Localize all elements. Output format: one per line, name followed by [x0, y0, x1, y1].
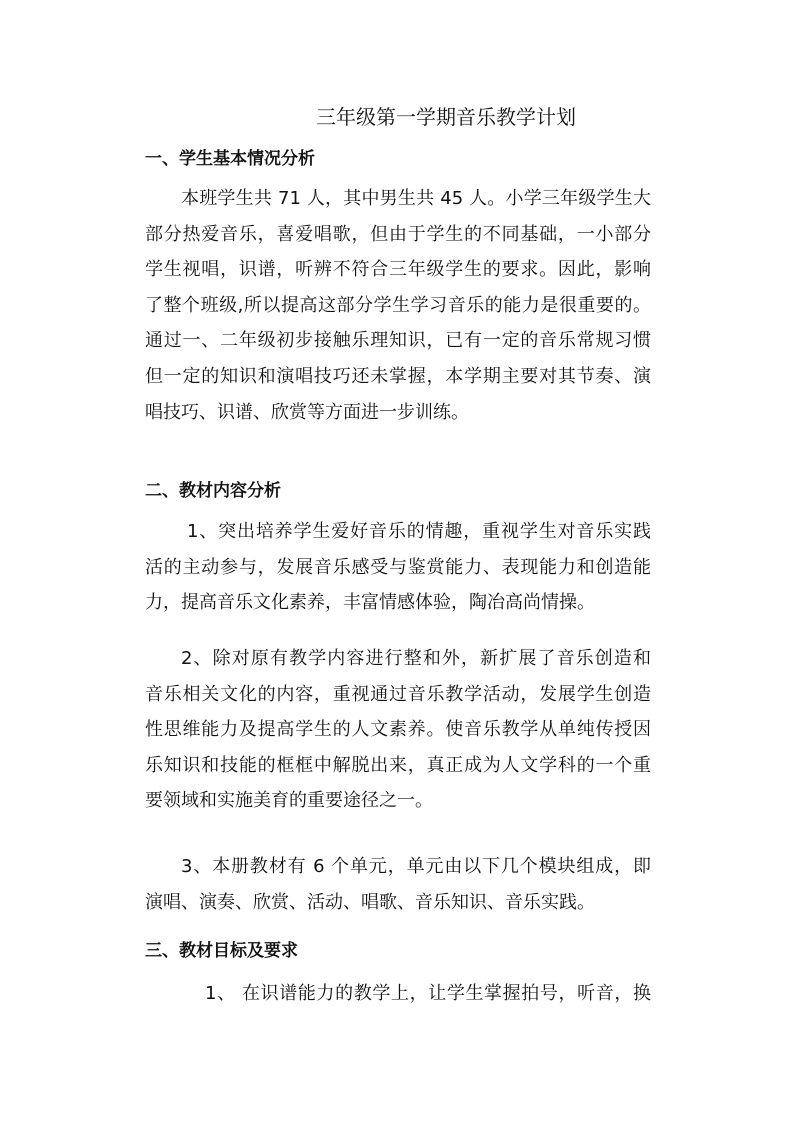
paragraph-line: 了整个班级,所以提高这部分学生学习音乐的能力是很重要的。 [145, 294, 651, 316]
paragraph-line: 力，提高音乐文化素养，丰富情感体验，陶冶高尚情操。 [145, 592, 595, 614]
paragraph-line: 3、本册教材有 6 个单元，单元由以下几个模块组成，即 [181, 856, 651, 877]
section-2-paragraph-3 [145, 849, 651, 920]
paragraph-line: 要领域和实施美育的重要途径之一。 [145, 790, 433, 812]
paragraph-line: 唱技巧、识谱、欣赏等方面进一步训练。 [145, 401, 469, 423]
paragraph-line: 乐知识和技能的框框中解脱出来，真正成为人文学科的一个重 [145, 754, 651, 776]
section-2-paragraph-2 [145, 641, 651, 819]
document-title: 三年级第一学期音乐教学计划 [316, 105, 576, 129]
paragraph-line: 通过一、二年级初步接触乐理知识，已有一定的音乐常规习惯 [145, 330, 651, 352]
paragraph-line: 部分热爱音乐，喜爱唱歌，但由于学生的不同基础，一小部分 [145, 223, 651, 245]
section-heading-2: 二、教材内容分析 [145, 481, 281, 501]
paragraph-line: 音乐相关文化的内容，重视通过音乐教学活动，发展学生创造 [145, 683, 651, 705]
paragraph-line: 2、除对原有教学内容进行整和外，新扩展了音乐创造和 [181, 648, 651, 669]
section-heading-3: 三、教材目标及要求 [145, 941, 298, 961]
section-2-paragraph-1 [145, 514, 651, 621]
paragraph-line: 但一定的知识和演唱技巧还未掌握，本学期主要对其节奏、演 [145, 365, 651, 387]
section-3-paragraph-1 [145, 976, 651, 1012]
section-heading-1: 一、学生基本情况分析 [145, 149, 315, 169]
paragraph-line: 1、突出培养学生爱好音乐的情趣，重视学生对音乐实践 [187, 521, 651, 542]
paragraph-line: 活的主动参与，发展音乐感受与鉴赏能力、表现能力和创造能 [145, 556, 651, 578]
paragraph-line: 1、 在识谱能力的教学上，让学生掌握拍号，听音，换 [205, 983, 651, 1004]
paragraph-line: 性思维能力及提高学生的人文素养。使音乐教学从单纯传授因 [145, 719, 651, 741]
paragraph-line: 演唱、演奏、欣赏、活动、唱歌、音乐知识、音乐实践。 [145, 891, 595, 913]
section-1-paragraph-1 [145, 181, 651, 430]
paragraph-line: 学生视唱，识谱，听辨不符合三年级学生的要求。因此，影响 [145, 259, 651, 281]
paragraph-line: 本班学生共 71 人，其中男生共 45 人。小学三年级学生大 [181, 188, 651, 209]
